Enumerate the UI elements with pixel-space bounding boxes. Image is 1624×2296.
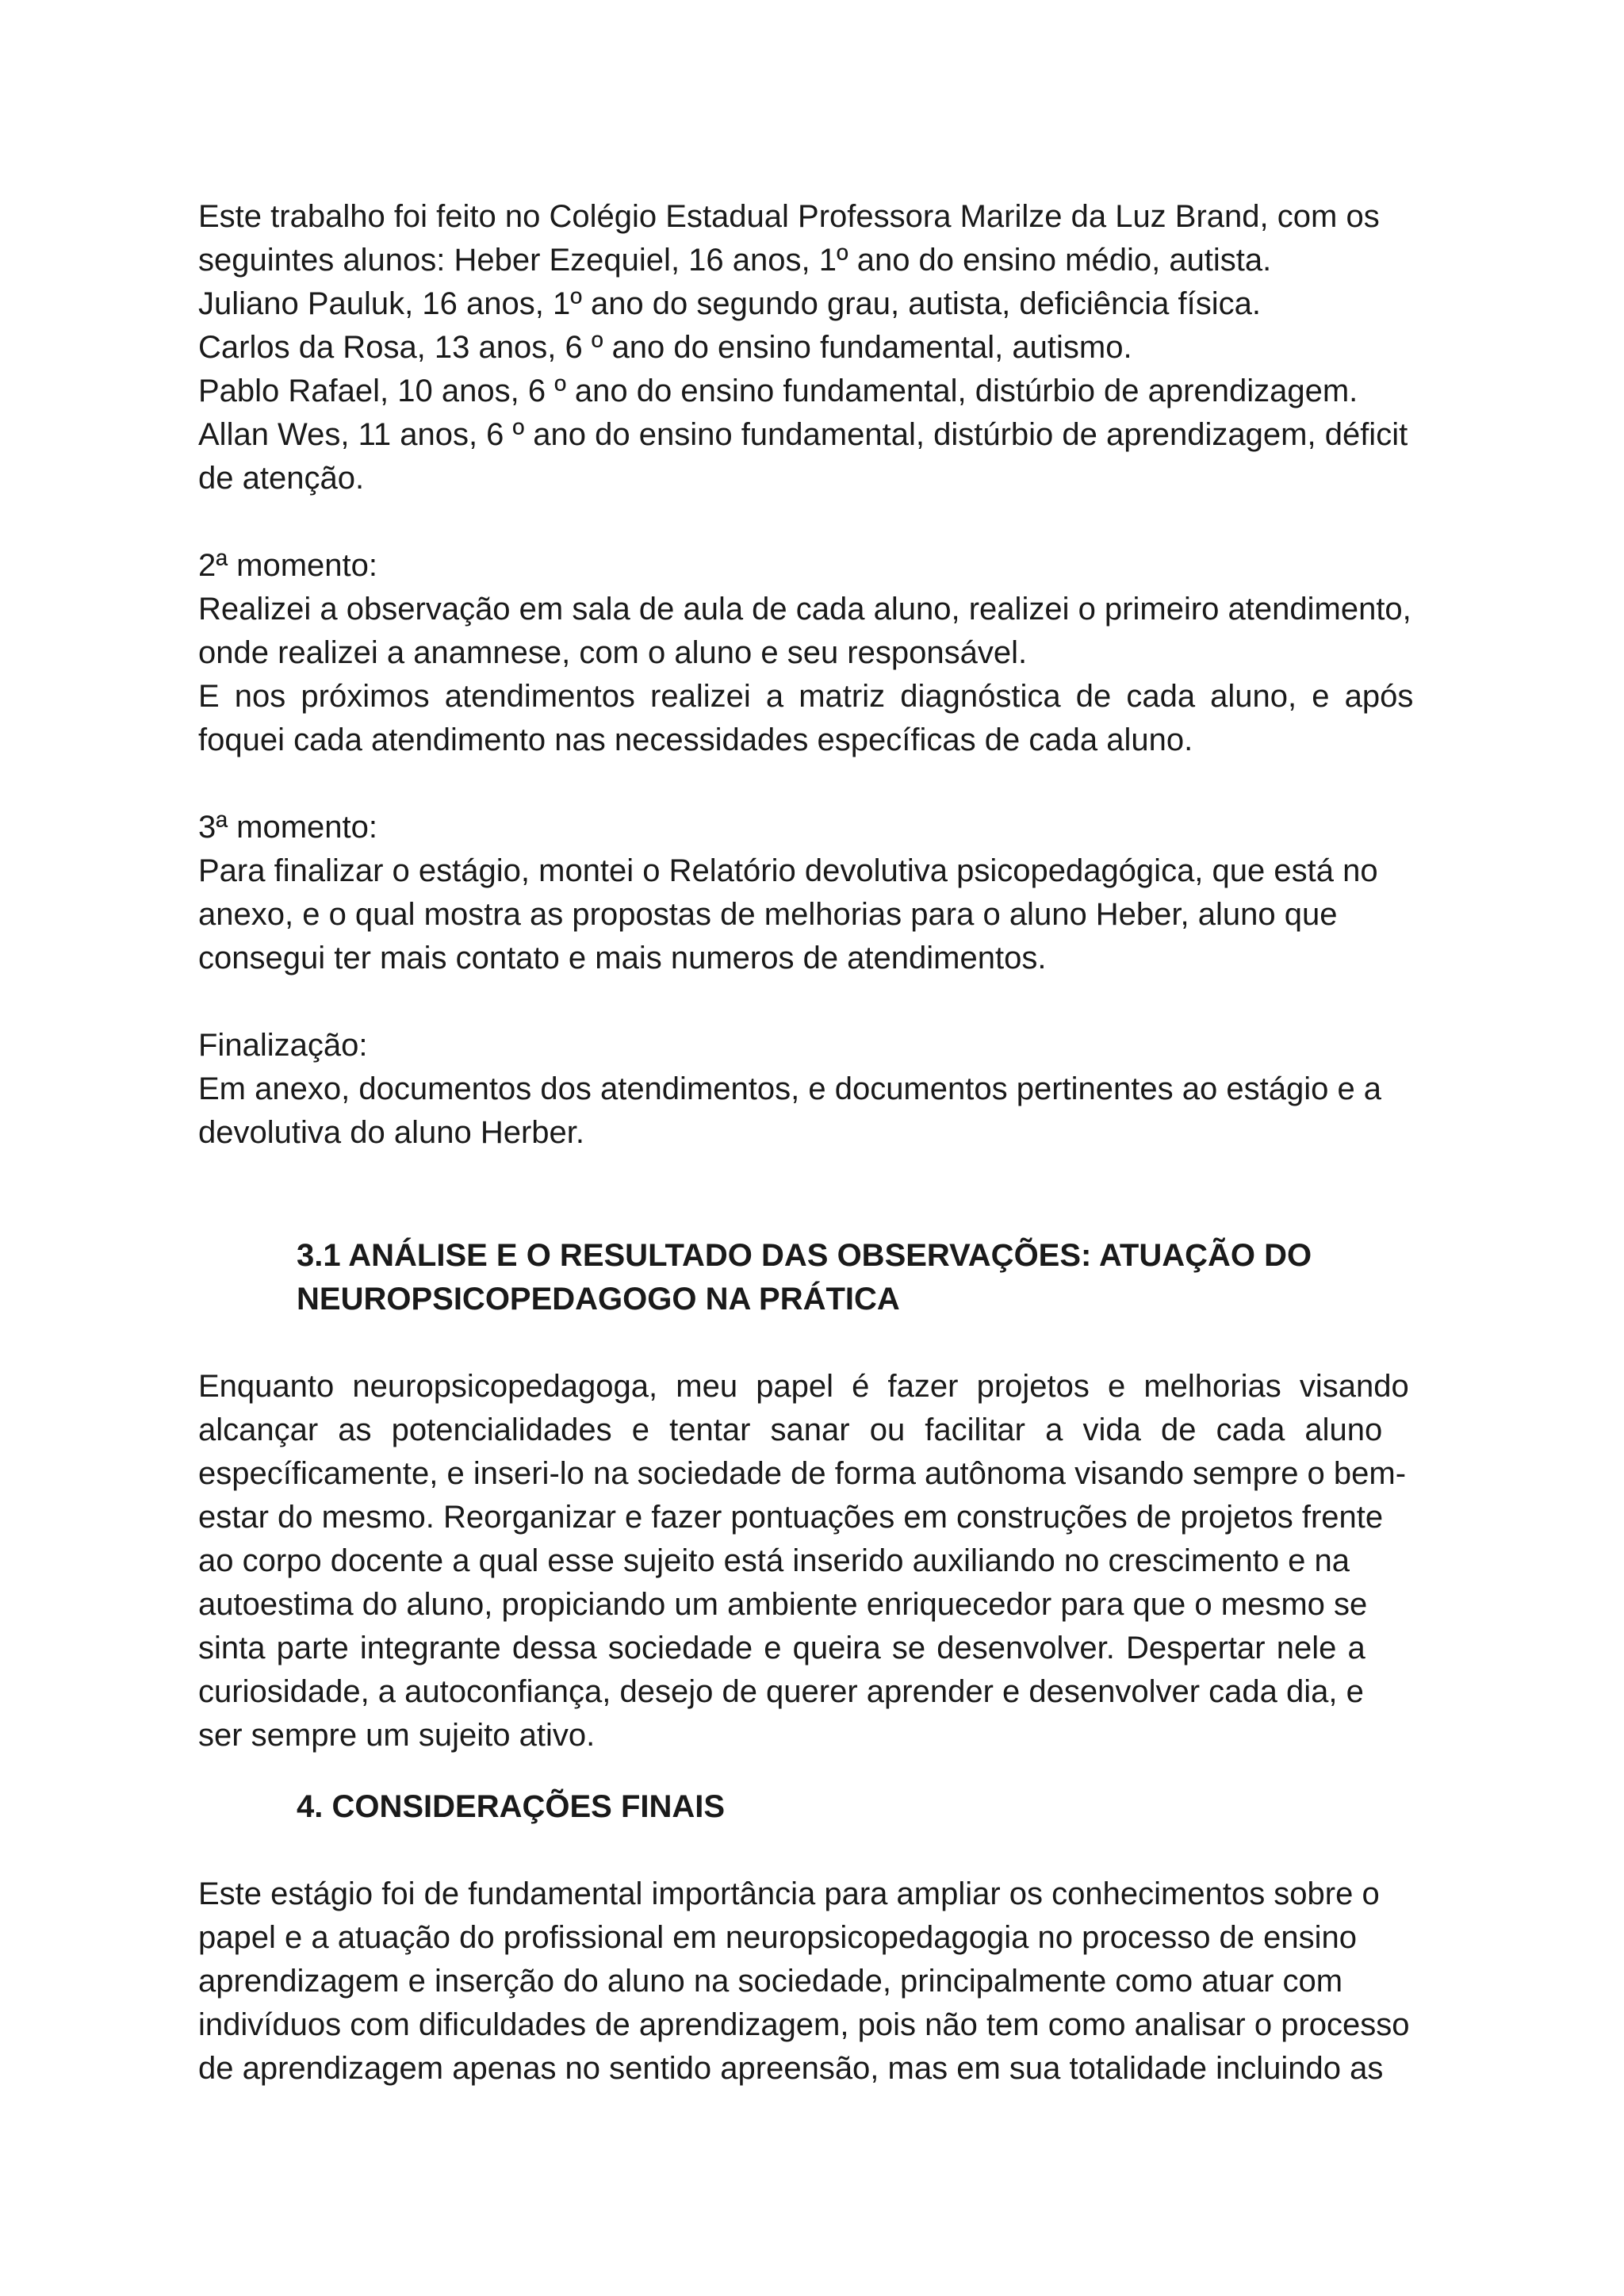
text-line: estar do mesmo. Reorganizar e fazer pontuações em construções de projetos frente	[198, 1500, 1384, 1535]
momento-3-section	[198, 806, 1437, 980]
text-line: alcançar as potencialidades e tentar sanar ou facilitar a vida de cada aluno	[198, 1412, 1383, 1447]
finalizacao-title: Finalização:	[198, 1028, 368, 1063]
momento-3-title: 3ª momento:	[198, 810, 378, 845]
text-line: Allan Wes, 11 anos, 6 º ano do ensino fundamental, distúrbio de aprendizagem, déficit	[198, 417, 1408, 452]
text-line: Realizei a observação em sala de aula de cada aluno, realizei o primeiro atendimento,	[198, 592, 1411, 627]
heading-line: NEUROPSICOPEDAGOGO NA PRÁTICA	[297, 1282, 900, 1317]
text-line: específicamente, e inseri-lo na sociedade de forma autônoma visando sempre o bem-	[198, 1456, 1407, 1491]
text-line: devolutiva do aluno Herber.	[198, 1115, 584, 1150]
section-3-1-body	[198, 1365, 1437, 1757]
heading-line: 3.1 ANÁLISE E O RESULTADO DAS OBSERVAÇÕES: ATUAÇÃO DO	[297, 1238, 1312, 1273]
text-line: sinta parte integrante dessa sociedade e queira se desenvolver. Despertar nele a	[198, 1631, 1365, 1665]
text-line: Carlos da Rosa, 13 anos, 6 º ano do ensino fundamental, autismo.	[198, 330, 1132, 365]
text-line: seguintes alunos: Heber Ezequiel, 16 anos, 1º ano do ensino médio, autista.	[198, 243, 1272, 278]
text-line: ser sempre um sujeito ativo.	[198, 1718, 596, 1753]
text-line: foquei cada atendimento nas necessidades específicas de cada aluno.	[198, 723, 1193, 757]
text-line: curiosidade, a autoconfiança, desejo de querer aprender e desenvolver cada dia, e	[198, 1674, 1364, 1709]
text-line: onde realizei a anamnese, com o aluno e seu responsável.	[198, 635, 1028, 670]
section-3-1-heading	[198, 1234, 1312, 1321]
text-line: anexo, e o qual mostra as propostas de melhorias para o aluno Heber, aluno que	[198, 897, 1338, 932]
text-line: aprendizagem e inserção do aluno na sociedade, principalmente como atuar com	[198, 1964, 1343, 1999]
text-line: E nos próximos atendimentos realizei a matriz diagnóstica de cada aluno, e após	[198, 679, 1414, 714]
text-line: indivíduos com dificuldades de aprendizagem, pois não tem como analisar o processo	[198, 2007, 1410, 2042]
text-line: autoestima do aluno, propiciando um ambiente enriquecedor para que o mesmo se	[198, 1587, 1368, 1622]
finalizacao-section	[198, 1024, 1437, 1155]
text-line: consegui ter mais contato e mais numeros de atendimentos.	[198, 941, 1047, 976]
text-line: Juliano Pauluk, 16 anos, 1º ano do segundo grau, autista, deficiência física.	[198, 286, 1261, 321]
text-line: Para finalizar o estágio, montei o Relatório devolutiva psicopedagógica, que está no	[198, 853, 1378, 888]
intro-paragraph	[198, 195, 1437, 500]
text-line: Este estágio foi de fundamental importância para ampliar os conhecimentos sobre o	[198, 1876, 1380, 1911]
text-line: de aprendizagem apenas no sentido apreensão, mas em sua totalidade incluindo as	[198, 2051, 1384, 2086]
text-line: Pablo Rafael, 10 anos, 6 º ano do ensino fundamental, distúrbio de aprendizagem.	[198, 374, 1358, 408]
section-4-heading	[198, 1785, 725, 1829]
section-4-body	[198, 1872, 1437, 2091]
text-line: Em anexo, documentos dos atendimentos, e documentos pertinentes ao estágio e a	[198, 1071, 1382, 1106]
text-line: de atenção.	[198, 461, 365, 496]
momento-2-title: 2ª momento:	[198, 548, 378, 583]
text-line: Enquanto neuropsicopedagoga, meu papel é fazer projetos e melhorias visando	[198, 1369, 1409, 1404]
text-line: papel e a atuação do profissional em neuropsicopedagogia no processo de ensino	[198, 1920, 1358, 1955]
text-line: ao corpo docente a qual esse sujeito está inserido auxiliando no crescimento e na	[198, 1543, 1350, 1578]
heading-line: 4. CONSIDERAÇÕES FINAIS	[297, 1789, 726, 1824]
momento-2-section	[198, 544, 1437, 762]
text-line: Este trabalho foi feito no Colégio Estadual Professora Marilze da Luz Brand, com os	[198, 199, 1380, 234]
